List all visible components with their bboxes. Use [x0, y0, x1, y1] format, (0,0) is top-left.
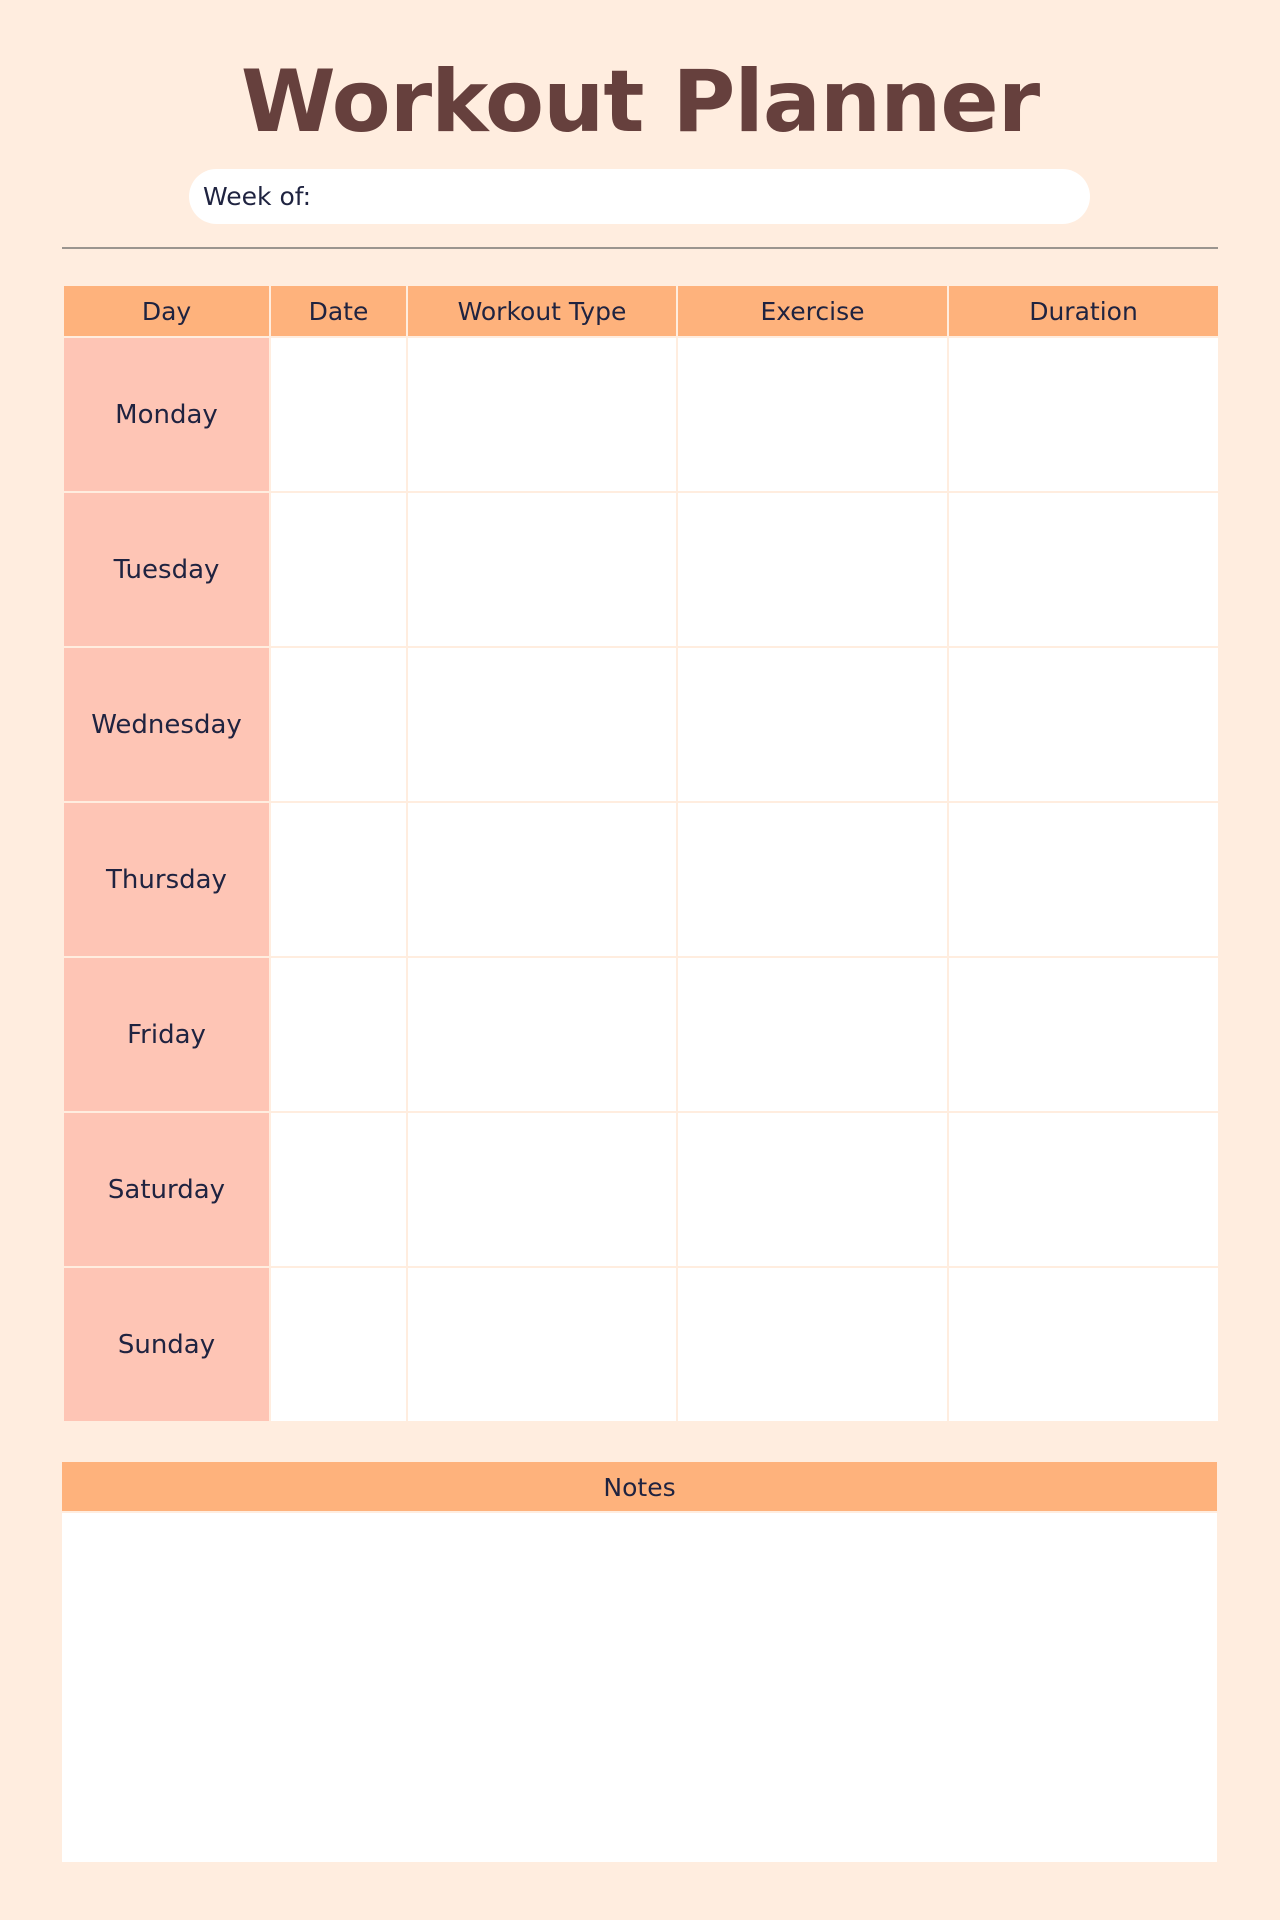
- day-label-monday: Monday: [63, 337, 270, 492]
- workout-type-cell[interactable]: [407, 1267, 677, 1422]
- workout-table: [62, 284, 1220, 1423]
- notes-textarea[interactable]: [62, 1513, 1217, 1862]
- table-row: [63, 647, 1219, 802]
- table-row: [63, 802, 1219, 957]
- table-row: [63, 492, 1219, 647]
- column-header-exercise: Exercise: [677, 285, 948, 337]
- notes-body: [62, 1513, 1217, 1862]
- duration-cell[interactable]: [948, 802, 1219, 957]
- date-cell[interactable]: [270, 492, 407, 647]
- date-cell[interactable]: [270, 337, 407, 492]
- notes-header: Notes: [62, 1462, 1217, 1513]
- column-header-date: Date: [270, 285, 407, 337]
- table-row: [63, 337, 1219, 492]
- workout-type-cell[interactable]: [407, 802, 677, 957]
- duration-cell[interactable]: [948, 492, 1219, 647]
- notes-section: [62, 1462, 1217, 1862]
- duration-cell[interactable]: [948, 337, 1219, 492]
- duration-cell[interactable]: [948, 647, 1219, 802]
- column-header-workout-type: Workout Type: [407, 285, 677, 337]
- workout-type-cell[interactable]: [407, 1112, 677, 1267]
- date-cell[interactable]: [270, 1267, 407, 1422]
- table-row: [63, 1267, 1219, 1422]
- week-of-field[interactable]: [189, 169, 1090, 224]
- day-label-wednesday: Wednesday: [63, 647, 270, 802]
- duration-cell[interactable]: [948, 1112, 1219, 1267]
- day-label-thursday: Thursday: [63, 802, 270, 957]
- exercise-cell[interactable]: [677, 802, 948, 957]
- table-row: [63, 957, 1219, 1112]
- day-label-tuesday: Tuesday: [63, 492, 270, 647]
- date-cell[interactable]: [270, 957, 407, 1112]
- divider: [62, 247, 1218, 249]
- table-row: [63, 1112, 1219, 1267]
- date-cell[interactable]: [270, 647, 407, 802]
- duration-cell[interactable]: [948, 1267, 1219, 1422]
- exercise-cell[interactable]: [677, 1112, 948, 1267]
- date-cell[interactable]: [270, 802, 407, 957]
- column-header-duration: Duration: [948, 285, 1219, 337]
- day-label-saturday: Saturday: [63, 1112, 270, 1267]
- workout-type-cell[interactable]: [407, 647, 677, 802]
- week-of-label: Week of:: [203, 182, 312, 211]
- workout-type-cell[interactable]: [407, 492, 677, 647]
- workout-type-cell[interactable]: [407, 957, 677, 1112]
- exercise-cell[interactable]: [677, 492, 948, 647]
- date-cell[interactable]: [270, 1112, 407, 1267]
- exercise-cell[interactable]: [677, 337, 948, 492]
- table-header-row: [63, 285, 1219, 337]
- workout-type-cell[interactable]: [407, 337, 677, 492]
- week-of-input[interactable]: [311, 168, 1090, 225]
- exercise-cell[interactable]: [677, 1267, 948, 1422]
- page-title: Workout Planner: [240, 52, 1040, 152]
- exercise-cell[interactable]: [677, 957, 948, 1112]
- column-header-day: Day: [63, 285, 270, 337]
- day-label-friday: Friday: [63, 957, 270, 1112]
- day-label-sunday: Sunday: [63, 1267, 270, 1422]
- exercise-cell[interactable]: [677, 647, 948, 802]
- duration-cell[interactable]: [948, 957, 1219, 1112]
